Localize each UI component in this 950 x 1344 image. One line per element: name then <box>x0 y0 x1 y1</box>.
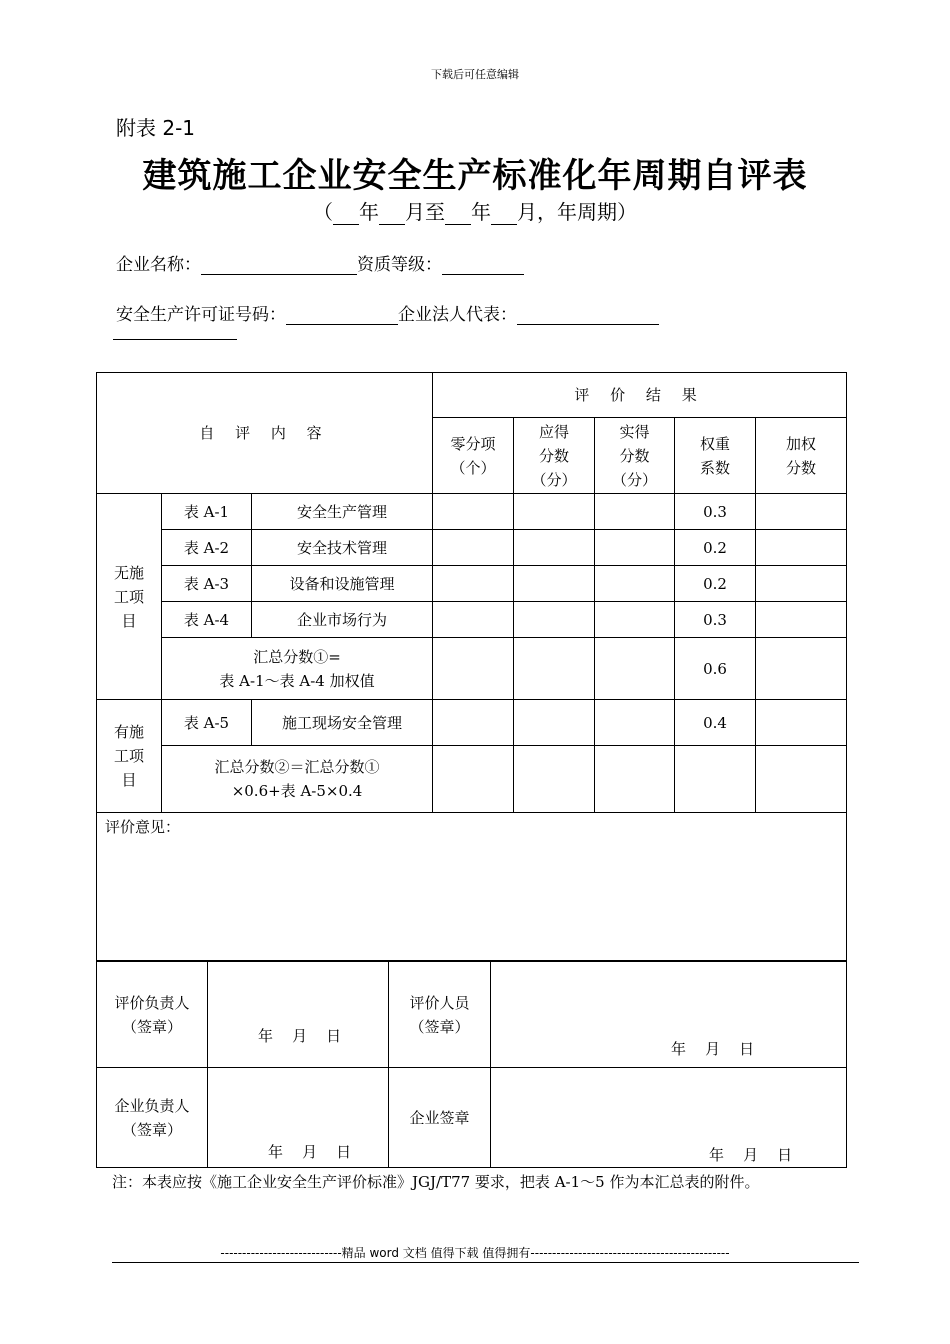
due-cell[interactable] <box>514 746 595 813</box>
group2-line1: 有施 <box>113 723 144 741</box>
row-code: 表 A-4 <box>162 602 252 638</box>
row-name: 企业市场行为 <box>252 602 433 638</box>
table-row <box>97 494 847 530</box>
col-weighted-line2: 分数 <box>786 458 817 477</box>
eval-leader-line1: 评价负责人 <box>114 993 190 1012</box>
evaluator-label <box>389 962 491 1068</box>
summary1-line1: 汇总分数①= <box>253 647 341 666</box>
col-weight-header <box>675 418 756 494</box>
month1-blank[interactable] <box>379 204 405 225</box>
table-note: 注：本表应按《施工企业安全生产评价标准》JGJ/T77 要求，把表 A-1～5 作为本汇总表的附件。 <box>112 1173 760 1191</box>
evaluator-line1: 评价人员 <box>409 993 470 1012</box>
weighted-cell[interactable] <box>756 746 847 813</box>
date-text: 年 月 日 <box>671 1040 755 1058</box>
company-leader-line1: 企业负责人 <box>114 1096 190 1115</box>
eval-leader-label <box>97 962 208 1068</box>
group1-line3: 目 <box>121 611 137 630</box>
weighted-cell[interactable] <box>756 700 847 746</box>
col-due-line2: 分数 <box>539 446 570 465</box>
weighted-cell[interactable] <box>756 638 847 700</box>
company-name-field[interactable] <box>201 254 357 275</box>
weighted-cell[interactable] <box>756 602 847 638</box>
weight-cell: 0.2 <box>675 530 756 566</box>
row-code: 表 A-5 <box>162 700 252 746</box>
weight-cell: 0.6 <box>675 638 756 700</box>
row-name: 施工现场安全管理 <box>252 700 433 746</box>
col-weighted-line1: 加权 <box>786 434 817 453</box>
evaluation-table <box>96 372 847 961</box>
period-year2: 年 <box>471 200 491 224</box>
group1-line1: 无施 <box>113 563 144 582</box>
legal-rep-label: 企业法人代表： <box>398 305 517 325</box>
eval-result-header <box>433 373 847 418</box>
company-seal-cell[interactable] <box>491 1068 847 1168</box>
company-leader-line2: （签章） <box>121 1120 182 1139</box>
summary2-label <box>162 746 433 813</box>
table-row <box>97 700 847 746</box>
actual-cell[interactable] <box>595 700 675 746</box>
company-leader-label <box>97 1068 208 1168</box>
period-month-to: 月至 <box>405 200 445 224</box>
license-field[interactable] <box>286 304 398 325</box>
col-due-line3: （分） <box>531 470 577 489</box>
eval-leader-sign-cell[interactable] <box>208 962 389 1068</box>
table-row <box>97 602 847 638</box>
zero-cell[interactable] <box>433 638 514 700</box>
weighted-cell[interactable] <box>756 494 847 530</box>
actual-cell[interactable] <box>595 566 675 602</box>
row-code: 表 A-2 <box>162 530 252 566</box>
opinion-row <box>97 813 847 961</box>
col-weight-line2: 系数 <box>700 458 731 477</box>
month2-blank[interactable] <box>491 204 517 225</box>
summary1-row <box>97 638 847 700</box>
col-actual-line2: 分数 <box>619 446 650 465</box>
legal-rep-field[interactable] <box>517 304 659 325</box>
due-cell[interactable] <box>514 700 595 746</box>
signature-table <box>96 961 847 1168</box>
info-row-2 <box>116 300 659 325</box>
summary2-line1: 汇总分数②＝汇总分数① <box>214 758 380 776</box>
company-seal-label: 企业签章 <box>389 1068 491 1168</box>
actual-cell[interactable] <box>595 602 675 638</box>
group1-line2: 工项 <box>113 587 144 606</box>
opinion-cell[interactable] <box>97 813 847 961</box>
col-actual-header <box>595 418 675 494</box>
weighted-cell[interactable] <box>756 530 847 566</box>
due-cell[interactable] <box>514 530 595 566</box>
opinion-label: 评价意见： <box>105 818 181 836</box>
weighted-cell[interactable] <box>756 566 847 602</box>
zero-cell[interactable] <box>433 746 514 813</box>
col-zero-line2: （个） <box>450 458 496 477</box>
info-row-1 <box>116 250 524 275</box>
col-weight-line1: 权重 <box>700 434 731 453</box>
due-cell[interactable] <box>514 494 595 530</box>
weight-cell: 0.3 <box>675 602 756 638</box>
qualification-label: 资质等级： <box>357 255 442 275</box>
due-cell[interactable] <box>514 638 595 700</box>
qualification-field[interactable] <box>442 254 524 275</box>
table-row <box>97 566 847 602</box>
company-name-label: 企业名称： <box>116 255 201 275</box>
period-open: （ <box>313 200 333 224</box>
col-due-line1: 应得 <box>539 422 570 441</box>
actual-cell[interactable] <box>595 638 675 700</box>
period-year1: 年 <box>359 200 379 224</box>
zero-cell[interactable] <box>433 530 514 566</box>
col-due-header <box>514 418 595 494</box>
date-text: 年 月 日 <box>258 1027 342 1045</box>
col-zero-header <box>433 418 514 494</box>
company-leader-sign-cell[interactable] <box>208 1068 389 1168</box>
zero-cell[interactable] <box>433 494 514 530</box>
summary2-line2: ×0.6+表 A-5×0.4 <box>231 782 363 800</box>
license-label: 安全生产许可证号码： <box>116 305 286 325</box>
date-text: 年 月 日 <box>709 1146 793 1164</box>
col-actual-line1: 实得 <box>619 422 650 441</box>
footer-rule <box>112 1262 859 1263</box>
row-name: 安全技术管理 <box>252 530 433 566</box>
evaluator-sign-cell[interactable] <box>491 962 847 1068</box>
row-code: 表 A-3 <box>162 566 252 602</box>
self-eval-content-header <box>97 373 433 494</box>
year1-blank[interactable] <box>333 204 359 225</box>
weight-cell: 0.2 <box>675 566 756 602</box>
actual-cell[interactable] <box>595 530 675 566</box>
eval-result-text: 评 价 结 果 <box>574 386 705 404</box>
weight-cell: 0.4 <box>675 700 756 746</box>
evaluator-line2: （签章） <box>409 1017 470 1036</box>
col-zero-line1: 零分项 <box>450 434 496 453</box>
header-note: 下载后可任意编辑 <box>431 68 519 81</box>
table-label: 附表 2-1 <box>116 116 196 140</box>
period-month-end: 月，年周期） <box>517 200 637 224</box>
year2-blank[interactable] <box>445 204 471 225</box>
row-code: 表 A-1 <box>162 494 252 530</box>
col-weighted-header <box>756 418 847 494</box>
legal-rep-field-continued[interactable] <box>113 339 237 340</box>
summary2-row <box>97 746 847 813</box>
group-with-construction <box>97 700 162 813</box>
footer-text: ----------------------------精品 word 文档 值得下载 值得拥有---------------------------------------------- <box>220 1246 730 1260</box>
weight-cell: 0.3 <box>675 494 756 530</box>
zero-cell[interactable] <box>433 566 514 602</box>
actual-cell[interactable] <box>595 746 675 813</box>
row-name: 安全生产管理 <box>252 494 433 530</box>
date-text: 年 月 日 <box>268 1143 352 1161</box>
summary1-line2: 表 A-1～表 A-4 加权值 <box>219 671 375 690</box>
zero-cell[interactable] <box>433 700 514 746</box>
page-title: 建筑施工企业安全生产标准化年周期自评表 <box>142 156 808 196</box>
table-row <box>97 530 847 566</box>
weight-cell[interactable] <box>675 746 756 813</box>
period-line <box>0 196 950 225</box>
group-no-construction <box>97 494 162 700</box>
row-name: 设备和设施管理 <box>252 566 433 602</box>
due-cell[interactable] <box>514 602 595 638</box>
due-cell[interactable] <box>514 566 595 602</box>
col-actual-line3: （分） <box>612 470 658 489</box>
zero-cell[interactable] <box>433 602 514 638</box>
group2-line3: 目 <box>121 771 137 789</box>
group2-line2: 工项 <box>113 747 144 765</box>
self-eval-content-text: 自 评 内 容 <box>199 424 330 442</box>
eval-leader-line2: （签章） <box>121 1017 182 1036</box>
summary1-label <box>162 638 433 700</box>
actual-cell[interactable] <box>595 494 675 530</box>
